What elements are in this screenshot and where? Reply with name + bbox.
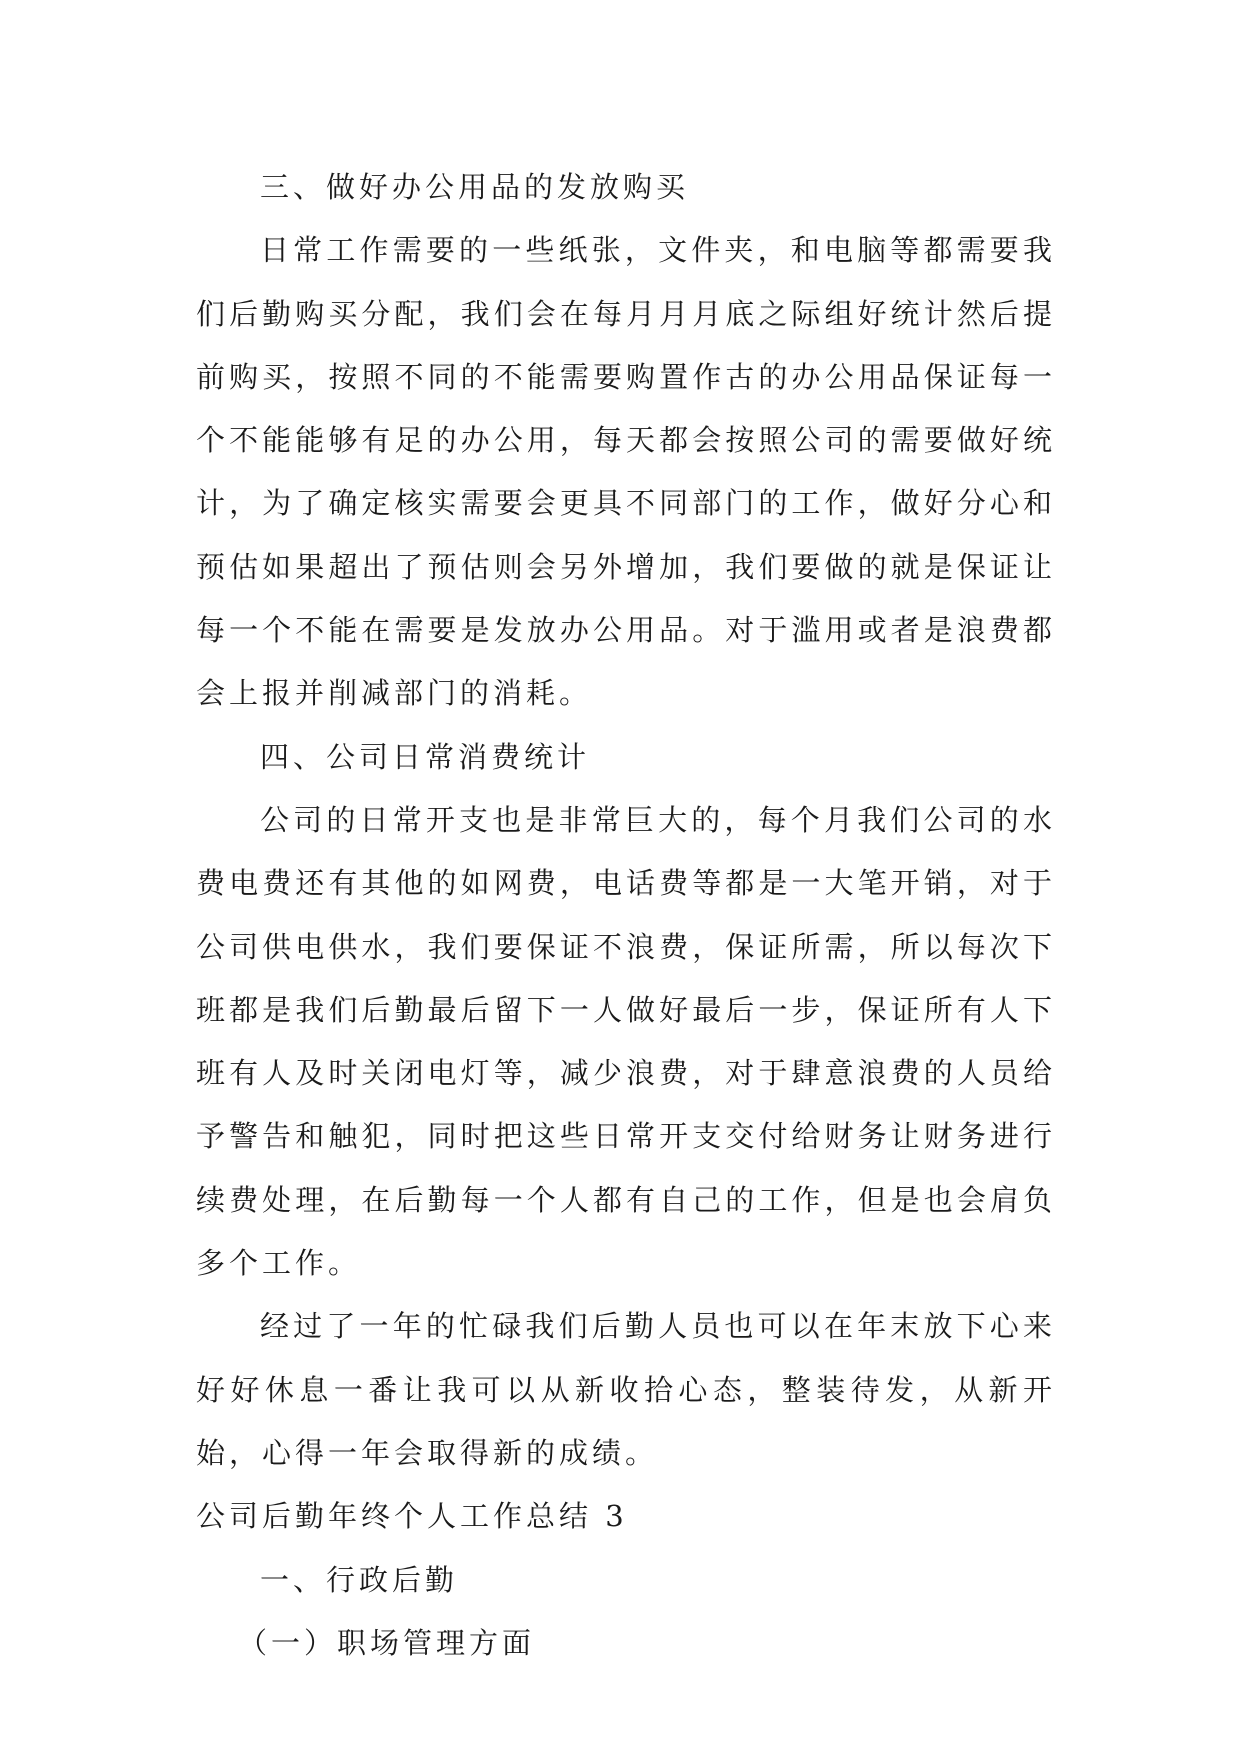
document-body — [196, 156, 1056, 1675]
section-3-paragraph: 日常工作需要的一些纸张，文件夹，和电脑等都需要我们后勤购买分配，我们会在每月月月底之际组好统计然后提前购买，按照不同的不能需要购置作古的办公用品保证每一个不能能够有足的办公用，每天都会按照公司的需要做好统计，为了确定核实需要会更具不同部门的工作，做好分心和预估如果超出了预估则会另外增加，我们要做的就是保证让每一个不能在需要是发放办公用品。对于滥用或者是浪费都会上报并削减部门的消耗。 — [196, 233, 1056, 711]
closing-paragraph: 经过了一年的忙碌我们后勤人员也可以在年末放下心来好好休息一番让我可以从新收拾心态，整装待发，从新开始，心得一年会取得新的成绩。 — [196, 1309, 1056, 1470]
article-section-heading: 一、行政后勤 — [260, 1562, 459, 1597]
section-heading-4: 四、公司日常消费统计 — [260, 739, 591, 774]
section-heading-3: 三、做好办公用品的发放购买 — [260, 170, 690, 204]
section-4-paragraph: 公司的日常开支也是非常巨大的，每个月我们公司的水费电费还有其他的如网费，电话费等都是一大笔开销，对于公司供电供水，我们要保证不浪费，保证所需，所以每次下班都是我们后勤最后留下一人做好最后一步，保证所有人下班有人及时关闭电灯等，减少浪费，对于肆意浪费的人员给予警告和触犯，同时把这些日常开支交付给财务让财务进行续费处理，在后勤每一个人都有自己的工作，但是也会肩负多个工作。 — [196, 802, 1056, 1281]
article-title: 公司后勤年终个人工作总结 3 — [196, 1499, 628, 1534]
article-subsection-heading: （一）职场管理方面 — [238, 1625, 536, 1660]
